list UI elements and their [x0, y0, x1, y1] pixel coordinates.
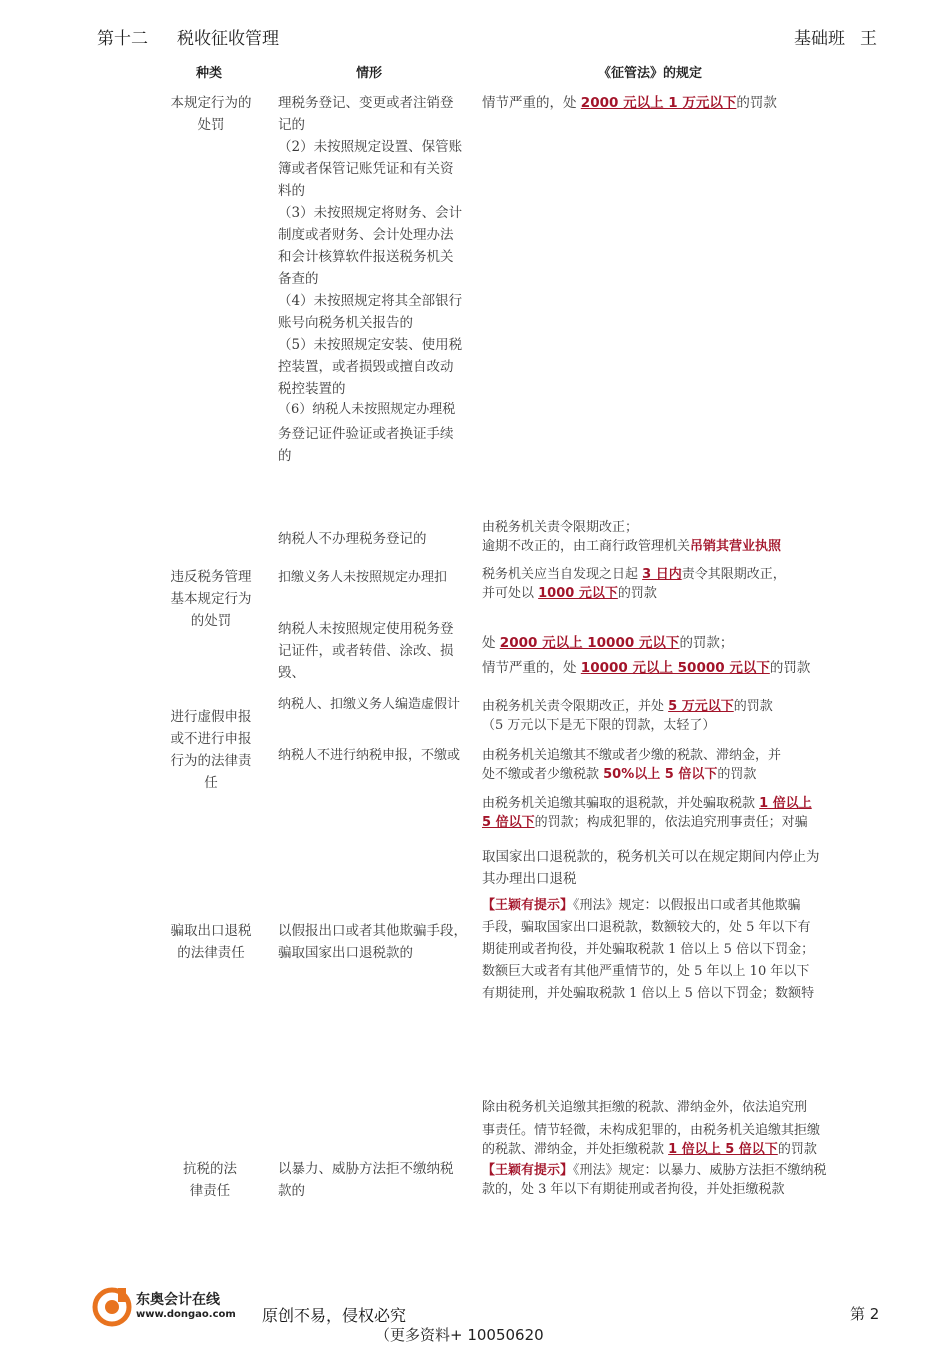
- page-number: 第 2: [850, 1305, 880, 1323]
- row3-rule1-highlight1: 3 日内: [642, 567, 682, 582]
- col-header-situation: 情形: [356, 66, 383, 81]
- chapter-number: 第十二: [97, 29, 148, 49]
- row6-tip-text: 《刑法》规定：以暴力、威胁方法拒不缴纳税款的，处 3 年以下有期徒刑或者拘役，并处拒缴税款: [482, 1163, 827, 1197]
- row5-rule-suffix: 的罚款；构成犯罪的，依法追究刑事责任；对骗: [534, 815, 808, 830]
- row1-situation-item: （2）未按照规定设置、保管账簿或者保管记账凭证和有关资料的: [278, 139, 463, 199]
- footer-more-info: （更多资料+ 10050620: [375, 1326, 544, 1344]
- row1-situation-item: （6）纳税人未按照规定办理税: [278, 402, 456, 417]
- row1-rule-highlight: 2000 元以上 1 万元以下: [580, 95, 737, 111]
- row4-rule1-suffix: 的罚款: [733, 699, 773, 714]
- row2-rule-highlight: 吊销其营业执照: [690, 539, 782, 554]
- row1-situation-item: （3）未按照规定将财务、会计制度或者财务、会计处理办法和会计核算软件报送税务机关备查的: [278, 205, 463, 287]
- row6-category: 抗税的法律责任: [183, 1161, 237, 1199]
- row4-rule2-highlight: 50%以上 5 倍以下: [603, 767, 718, 782]
- row5-tip-line: 手段，骗取国家出口退税款，数额较大的，处 5 年以下有: [482, 920, 811, 935]
- logo-url: www.dongao.com: [136, 1309, 236, 1320]
- row5-situation: 以假报出口或者其他欺骗手段，骗取国家出口退税款的: [278, 923, 467, 961]
- row3-rule3-prefix: 情节严重的，处: [482, 660, 581, 676]
- row3-rule1-prefix: 税务机关应当自发现之日起: [482, 567, 643, 582]
- row6-tip-label: 【王颖有提示】: [482, 1163, 574, 1178]
- row1-category: 本规定行为的处罚: [170, 95, 252, 133]
- row3-situation1: 扣缴义务人未按照规定办理扣: [278, 570, 448, 585]
- row4-rule1-prefix: 由税务机关责令限期改正，并处: [482, 699, 669, 714]
- row3-rule3-highlight: 10000 元以上 50000 元以下: [580, 660, 770, 676]
- col-header-category: 种类: [196, 66, 223, 81]
- row5-rule: [482, 794, 822, 832]
- row1-rule: [482, 92, 827, 114]
- row5-rule-line2: 取国家出口退税款的，税务机关可以在规定期间内停止为其办理出口退税: [482, 849, 820, 887]
- row2-rule-line1: 由税务机关责令限期改正；: [482, 520, 639, 535]
- row6-rule-line1: 除由税务机关追缴其拒缴的税款、滞纳金外，依法追究刑: [482, 1100, 808, 1115]
- chapter-title: 税收征收管理: [177, 29, 279, 49]
- logo-name: 东奥会计在线: [136, 1292, 220, 1308]
- row5-tip-line: 数额巨大或者有其他严重情节的，处 5 年以上 10 年以下: [482, 964, 810, 979]
- row5-tip-line: 期徒刑或者拘役，并处骗取税款 1 倍以上 5 倍以下罚金；: [482, 942, 815, 957]
- row6-rule-line2-suffix: 的罚款: [777, 1142, 817, 1157]
- row5-category: 骗取出口退税的法律责任: [170, 923, 252, 961]
- row6-rule: [482, 1098, 827, 1199]
- row1-situation-item: 务登记证件验证或者换证手续的: [278, 426, 454, 464]
- footer-slogan: 原创不易，侵权必究: [262, 1306, 407, 1325]
- row5-rule-highlight: 1 倍以上 5 倍以下: [482, 796, 812, 830]
- course-suffix: 王: [860, 29, 877, 49]
- row4-rule2: [482, 746, 827, 784]
- row1-rule-prefix: 情节严重的，处: [482, 95, 581, 111]
- row4-rule1-note: （5 万元以下是无下限的罚款，太轻了）: [482, 718, 716, 733]
- row6-rule-highlight: 1 倍以上 5 倍以下: [668, 1142, 778, 1157]
- row3-rule2: [482, 632, 827, 654]
- row1-situation-list: [278, 92, 466, 467]
- row3-rule2-prefix: 处: [482, 635, 500, 651]
- row4-rule1: [482, 697, 827, 733]
- row6-situation: 以暴力、威胁方法拒不缴纳税款的: [278, 1161, 454, 1199]
- row5-tip-line: 《刑法》规定：以假报出口或者其他欺骗: [573, 898, 801, 913]
- row5-tip: [482, 896, 827, 1008]
- row3-rule1-highlight2: 1000 元以下: [538, 586, 618, 601]
- row2-rule: [482, 518, 827, 556]
- row2-situation: 纳税人不办理税务登记的: [278, 531, 427, 547]
- row4-rule2-line1: 由税务机关追缴其不缴或者少缴的税款、滞纳金，并: [482, 748, 782, 763]
- row3-situation2: 纳税人未按照规定使用税务登记证件，或者转借、涂改、损毁、: [278, 621, 454, 681]
- row3-rule1-mid: 责令其限期改正，并可处以: [482, 567, 786, 601]
- dongao-logo-icon: [92, 1286, 132, 1326]
- row5-rule-prefix: 由税务机关追缴其骗取的退税款，并处骗取税款: [482, 796, 760, 811]
- row6-rule-line2-prefix: 事责任。情节轻微，未构成犯罪的，由税务机关追缴其拒缴的税款、滞纳金，并处拒缴税款: [482, 1123, 821, 1157]
- row4-situation2: 纳税人不进行纳税申报，不缴或: [278, 748, 461, 763]
- row3-rule2-suffix: 的罚款；: [679, 635, 734, 651]
- row3-rule3: [482, 657, 827, 679]
- row4-rule2-suffix: 的罚款: [717, 767, 757, 782]
- course-name: 基础班: [794, 29, 845, 49]
- row4-rule1-highlight: 5 万元以下: [668, 699, 734, 714]
- row5-tip-label: 【王颖有提示】: [482, 898, 574, 913]
- row3-category: 违反税务管理基本规定行为的处罚: [170, 569, 252, 629]
- row4-category: 进行虚假申报或不进行申报行为的法律责任: [170, 709, 252, 791]
- row3-rule3-suffix: 的罚款: [769, 660, 811, 676]
- row1-situation-item: 理税务登记、变更或者注销登记的: [278, 95, 454, 133]
- row5-tip-line: 有期徒刑，并处骗取税款 1 倍以上 5 倍以下罚金；数额特: [482, 986, 815, 1001]
- row3-rule2-highlight: 2000 元以上 10000 元以下: [499, 635, 680, 651]
- col-header-rule: 《征管法》的规定: [598, 66, 703, 81]
- row3-rule1-suffix: 的罚款: [617, 586, 657, 601]
- row4-rule2-prefix: 处不缴或者少缴税款: [482, 767, 604, 782]
- row3-rule1: [482, 565, 792, 603]
- row1-rule-suffix: 的罚款: [736, 95, 777, 111]
- row2-rule-line2-prefix: 逾期不改正的，由工商行政管理机关: [482, 539, 691, 554]
- row1-situation-item: （4）未按照规定将其全部银行账号向税务机关报告的: [278, 293, 463, 331]
- row4-situation1: 纳税人、扣缴义务人编造虚假计: [278, 697, 461, 712]
- row1-situation-item: （5）未按照规定安装、使用税控装置，或者损毁或擅自改动税控装置的: [278, 337, 463, 397]
